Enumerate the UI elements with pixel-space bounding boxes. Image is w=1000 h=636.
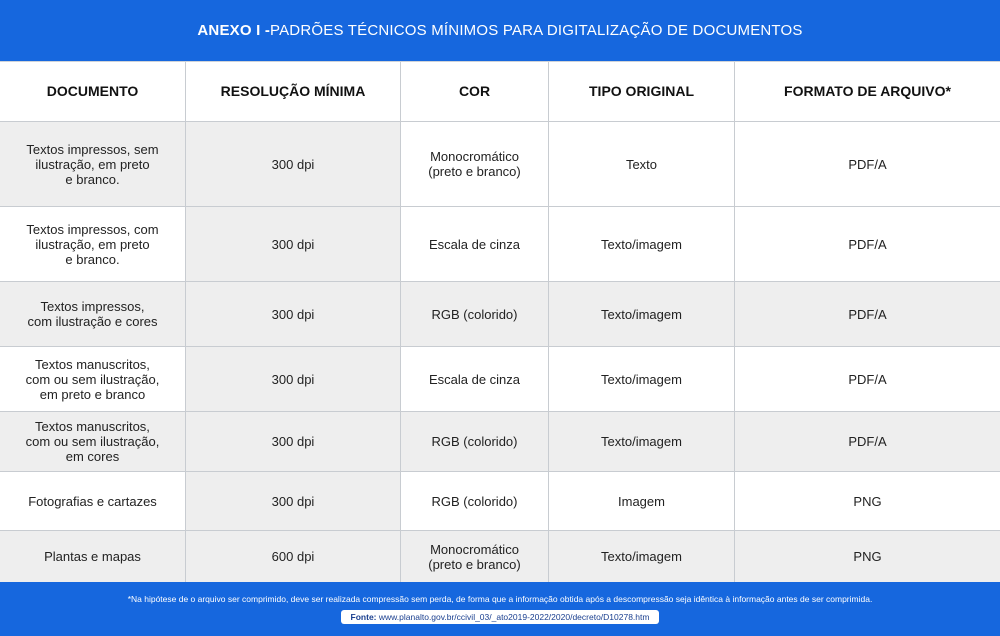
- row-6-documento: Fotografias e cartazes: [0, 472, 186, 531]
- row-4-formato: PDF/A: [735, 347, 1000, 412]
- row-5-resolucao: 300 dpi: [186, 412, 401, 472]
- row-4-tipo: Texto/imagem: [549, 347, 735, 412]
- row-6-formato: PNG: [735, 472, 1000, 531]
- footnote: *Na hipótese de o arquivo ser comprimido, deve ser realizada compressão sem perda, de forma que a informação obtida após a descompressão seja idêntica à informação antes de ser comprimida.: [127, 594, 873, 604]
- title-bold: ANEXO I -: [197, 22, 271, 39]
- row-7-formato: PNG: [735, 531, 1000, 583]
- row-6-resolucao: 300 dpi: [186, 472, 401, 531]
- row-4-cor: Escala de cinza: [401, 347, 549, 412]
- standards-table: [0, 61, 1000, 583]
- row-6-cor: RGB (colorido): [401, 472, 549, 531]
- row-3-formato: PDF/A: [735, 282, 1000, 347]
- row-5-cor: RGB (colorido): [401, 412, 549, 472]
- header-cor: COR: [401, 62, 549, 122]
- row-1-resolucao: 300 dpi: [186, 122, 401, 207]
- row-7-tipo: Texto/imagem: [549, 531, 735, 583]
- footer-bar: [0, 582, 1000, 636]
- source-url: www.planalto.gov.br/ccivil_03/_ato2019-2022/2020/decreto/D10278.htm: [376, 612, 650, 622]
- row-3-resolucao: 300 dpi: [186, 282, 401, 347]
- row-6-tipo: Imagem: [549, 472, 735, 531]
- row-2-tipo: Texto/imagem: [549, 207, 735, 282]
- row-1-cor: Monocromático (preto e branco): [401, 122, 549, 207]
- source-pill: [341, 610, 660, 624]
- row-1-formato: PDF/A: [735, 122, 1000, 207]
- source-label: Fonte:: [350, 612, 377, 622]
- row-4-resolucao: 300 dpi: [186, 347, 401, 412]
- row-1-tipo: Texto: [549, 122, 735, 207]
- row-7-cor: Monocromático (preto e branco): [401, 531, 549, 583]
- header-tipo-original: TIPO ORIGINAL: [549, 62, 735, 122]
- row-2-resolucao: 300 dpi: [186, 207, 401, 282]
- row-1-documento: Textos impressos, sem ilustração, em preto e branco.: [0, 122, 186, 207]
- row-3-documento: Textos impressos, com ilustração e cores: [0, 282, 186, 347]
- row-3-cor: RGB (colorido): [401, 282, 549, 347]
- row-5-documento: Textos manuscritos, com ou sem ilustração, em cores: [0, 412, 186, 472]
- header-resolucao: RESOLUÇÃO MÍNIMA: [186, 62, 401, 122]
- row-7-resolucao: 600 dpi: [186, 531, 401, 583]
- header-formato: FORMATO DE ARQUIVO*: [735, 62, 1000, 122]
- row-2-formato: PDF/A: [735, 207, 1000, 282]
- row-4-documento: Textos manuscritos, com ou sem ilustração, em preto e branco: [0, 347, 186, 412]
- row-3-tipo: Texto/imagem: [549, 282, 735, 347]
- title-bar: [0, 0, 1000, 61]
- row-5-formato: PDF/A: [735, 412, 1000, 472]
- row-7-documento: Plantas e mapas: [0, 531, 186, 583]
- row-2-documento: Textos impressos, com ilustração, em preto e branco.: [0, 207, 186, 282]
- header-documento: DOCUMENTO: [0, 62, 186, 122]
- row-5-tipo: Texto/imagem: [549, 412, 735, 472]
- title-text: PADRÕES TÉCNICOS MÍNIMOS PARA DIGITALIZAÇÃO DE DOCUMENTOS: [270, 22, 803, 39]
- row-2-cor: Escala de cinza: [401, 207, 549, 282]
